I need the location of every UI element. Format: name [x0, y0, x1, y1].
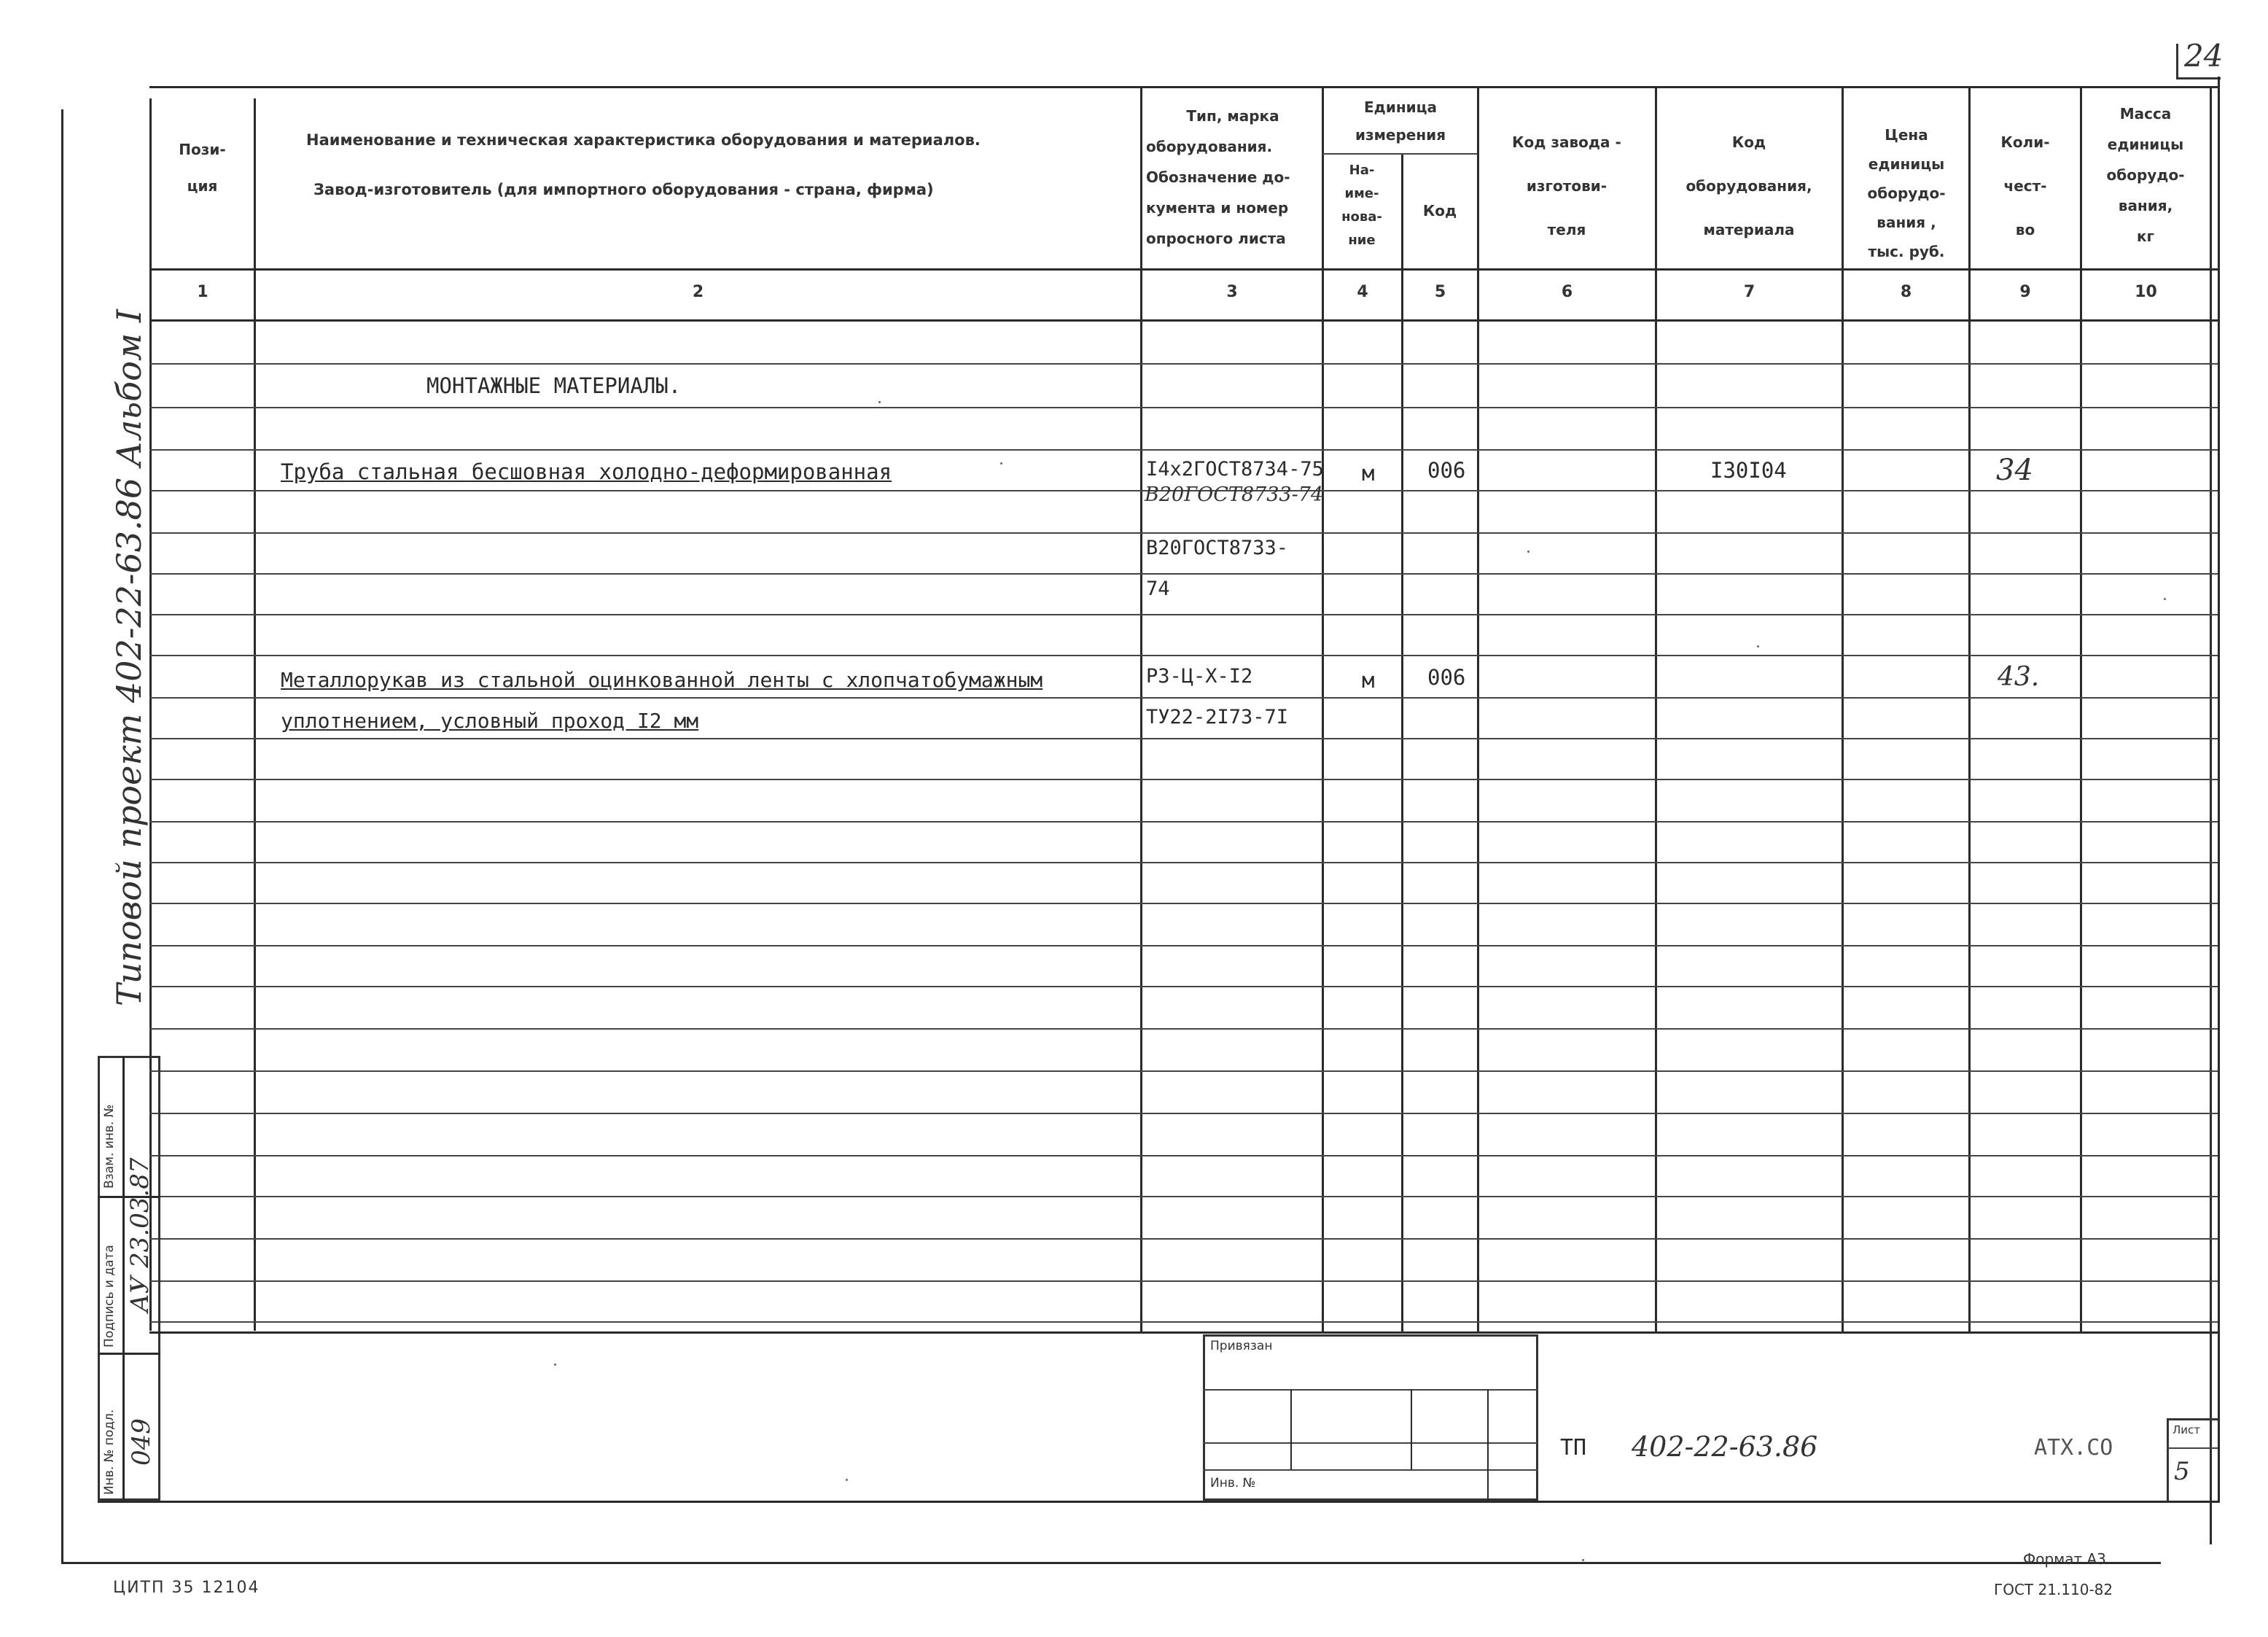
footer-gost: ГОСТ 21.110-82	[1994, 1581, 2113, 1598]
speck	[1527, 551, 1529, 553]
colnum-6: 6	[1561, 283, 1573, 301]
item1-name: Труба стальная бесшовная холодно-деформированная	[281, 459, 892, 484]
col-line-10	[2210, 86, 2212, 1544]
col-line-6	[1655, 86, 1657, 1331]
attached-label: Привязан	[1210, 1339, 1273, 1353]
stamp-bottom-line	[98, 1501, 2220, 1503]
unit-group-line	[1322, 153, 1477, 155]
colnum-7: 7	[1743, 283, 1755, 301]
col-line-3	[1322, 86, 1324, 1331]
colnum-1: 1	[197, 283, 209, 301]
col-line-7	[1842, 86, 1844, 1331]
header-col9: Коли- чест- во	[2000, 133, 2050, 238]
side-stamp-vdiv	[122, 1056, 125, 1501]
attached-col3	[1487, 1389, 1489, 1501]
item1-material-code: I30I04	[1710, 458, 1787, 483]
header-col3: Тип, марка оборудования. Обозначение до- кумента и номер опросного листа	[1146, 107, 1290, 247]
item1-type-handwritten: В20ГОСТ8733-74	[1145, 483, 1324, 506]
doc-code: 402-22-63.86	[1632, 1431, 1818, 1463]
item2-name-line2: уплотнением, условный проход I2 мм	[281, 709, 699, 733]
frame-left	[61, 109, 63, 1564]
numbers-bottom-line	[149, 319, 2220, 322]
section-title: МОНТАЖНЫЕ МАТЕРИАЛЫ.	[426, 373, 682, 398]
table-row-line	[149, 655, 2220, 656]
table-row-line	[149, 1113, 2220, 1114]
header-bottom-line	[149, 268, 2220, 271]
doc-code-prefix: ТП	[1560, 1435, 1587, 1461]
inv-handwritten: 049	[127, 1418, 156, 1466]
table-row-line	[149, 738, 2220, 739]
header-col2-line1: Наименование и техническая характеристика оборудования и материалов.	[306, 131, 981, 149]
colnum-3: 3	[1226, 283, 1238, 301]
sheet-box-div	[2167, 1447, 2218, 1449]
header-col1: Пози- ция	[179, 141, 226, 195]
item1-quantity: 34	[1996, 454, 2033, 487]
table-row-line	[149, 1196, 2220, 1197]
table-row-line	[149, 945, 2220, 946]
item2-type-line2: ТУ22-2I73-7I	[1146, 706, 1289, 728]
item2-unit: м	[1362, 668, 1375, 693]
speck	[878, 401, 881, 403]
table-row-line	[149, 449, 2220, 451]
signature: АУ 23.03.87	[125, 1157, 155, 1313]
col-line-9	[2080, 86, 2082, 1331]
table-row-line	[149, 1155, 2220, 1156]
col-line-2	[1140, 86, 1142, 1331]
project-label: Типовой проект 402-22-63.86	[109, 477, 149, 1006]
table-row-line	[149, 779, 2220, 780]
header-col7: Код оборудования, материала	[1686, 133, 1812, 238]
album-label: Альбом I	[109, 309, 149, 467]
item2-type-line1: РЗ-Ц-Х-I2	[1146, 665, 1253, 688]
header-unit-group: Единица измерения	[1355, 98, 1446, 144]
colnum-8: 8	[1900, 283, 1912, 301]
attached-col1	[1290, 1389, 1292, 1469]
speck	[1757, 645, 1759, 648]
header-col6: Код завода - изготови- теля	[1512, 133, 1621, 238]
item1-type-line1: I4x2ГОСТ8734-75	[1146, 458, 1324, 481]
table-row-line	[149, 821, 2220, 823]
header-col10: Масса единицы оборудо- вания, кг	[2106, 105, 2185, 245]
side-stamp-div2	[98, 1353, 160, 1355]
table-row-line	[149, 1070, 2220, 1072]
table-row-line	[149, 573, 2220, 575]
frame-bottom	[61, 1562, 2161, 1564]
colnum-2: 2	[692, 283, 704, 301]
top-border	[149, 86, 2220, 88]
item1-type-line3: 74	[1146, 578, 1170, 600]
colnum-10: 10	[2135, 283, 2157, 301]
colnum-5: 5	[1434, 283, 1446, 301]
frame-right	[2218, 77, 2220, 1502]
table-row-line	[149, 903, 2220, 904]
speck	[2164, 598, 2166, 600]
inv-no-label: Инв. №	[1210, 1476, 1256, 1490]
table-row-line	[149, 862, 2220, 863]
attached-col2	[1411, 1389, 1412, 1469]
col-line-5	[1477, 86, 1479, 1331]
doc-suffix: АТХ.СО	[2034, 1435, 2113, 1461]
speck	[846, 1479, 848, 1481]
stamp-label-replace: Взам. инв. №	[102, 1104, 117, 1189]
table-row-line	[149, 986, 2220, 987]
footer-format: Формат А3	[2023, 1550, 2106, 1568]
table-row-line	[149, 1321, 2220, 1323]
stamp-label-sign: Подпись и дата	[102, 1245, 117, 1348]
item2-unit-code: 006	[1427, 665, 1466, 690]
sheet-label: Лист	[2172, 1423, 2201, 1436]
table-row-line	[149, 407, 2220, 408]
speck	[1582, 1559, 1584, 1561]
table-row-line	[149, 1028, 2220, 1030]
table-row-line	[149, 532, 2220, 534]
speck	[554, 1364, 556, 1366]
item1-unit-code: 006	[1427, 458, 1466, 483]
col-line-8	[1968, 86, 1971, 1331]
footer-left: ЦИТП 35 12104	[113, 1579, 260, 1597]
table-row-line	[149, 363, 2220, 365]
item2-quantity: 43.	[1998, 662, 2040, 692]
header-col8: Цена единицы оборудо- вания , тыс. руб.	[1867, 126, 1946, 260]
page-number: 24	[2184, 38, 2224, 74]
table-row-line	[149, 1280, 2220, 1282]
item1-type-line2: В20ГОСТ8733-	[1146, 537, 1289, 559]
header-col4: На- име- нова- ние	[1341, 163, 1382, 248]
table-row-line	[149, 697, 2220, 699]
sheet-number: 5	[2174, 1457, 2190, 1486]
colnum-9: 9	[2019, 283, 2031, 301]
table-bottom-line	[149, 1331, 2220, 1334]
item2-name-line1: Металлорукав из стальной оцинкованной ленты с хлопчатобумажным	[281, 668, 1043, 692]
colnum-4: 4	[1357, 283, 1368, 301]
header-col2-line2: Завод-изготовитель (для импортного оборудования - страна, фирма)	[313, 181, 934, 198]
stamp-label-inv: Инв. № подл.	[102, 1409, 117, 1495]
header-col5: Код	[1422, 202, 1457, 219]
item1-unit: м	[1362, 461, 1375, 486]
speck	[1000, 462, 1002, 464]
table-row-line	[149, 614, 2220, 615]
table-row-line	[149, 1238, 2220, 1240]
